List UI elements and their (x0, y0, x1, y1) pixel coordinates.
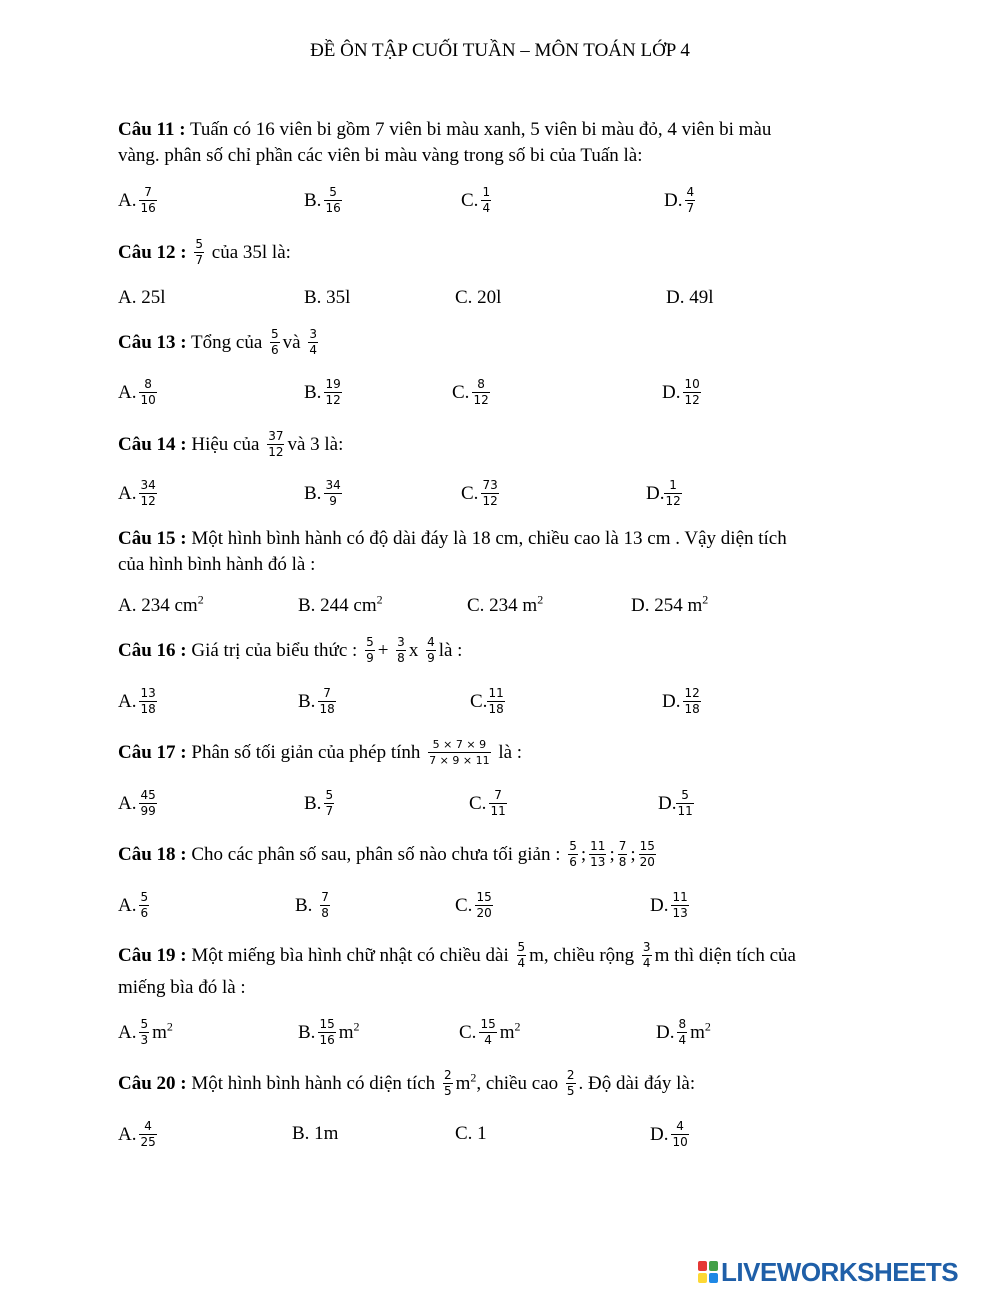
question-13: Câu 13 : Tổng của $\frac{5}{6}$ và $\frac{3}{4}$ (118, 327, 317, 357)
question-label: Câu 15 : (118, 528, 187, 549)
answer-option-c[interactable]: C. 20l (455, 287, 502, 308)
answer-option-d[interactable]: D. $\frac{5}{11}$ (658, 788, 693, 818)
question-label: Câu 16 : (118, 639, 187, 661)
question-19: Câu 19 : Một miếng bìa hình chữ nhật có chiều dài $\frac{5}{4}$ m, chiều rộng $\frac{3}{4}$ m thì diện tích của (118, 940, 796, 970)
question-12: Câu 12 : $\frac{5}{7}$ của 35l là: (118, 237, 291, 267)
answer-option-d[interactable]: D. $\frac{11}{13}$ (650, 890, 688, 920)
answer-option-b[interactable]: B. $\frac{5}{16}$ (304, 185, 341, 215)
question-14: Câu 14 : Hiệu của $\frac{37}{12}$ và 3 là: (118, 429, 344, 459)
answer-option-a[interactable]: A. $\frac{5}{6}$ (118, 890, 149, 920)
answer-option-a[interactable]: A. $\frac{5}{3}$ $m^2$ (118, 1017, 173, 1047)
answer-option-b[interactable]: B. 244 $cm^2$ (298, 592, 383, 616)
answer-option-d[interactable]: D. $\frac{8}{4}$ $m^2$ (656, 1017, 711, 1047)
question-16: Câu 16 : Giá trị của biểu thức : $\frac{5}{9}$ + $\frac{3}{8}$ x $\frac{4}{9}$ là : (118, 635, 463, 665)
answer-option-b[interactable]: B. $\frac{19}{12}$ (304, 377, 341, 407)
answer-option-b[interactable]: B. 35l (304, 287, 351, 308)
question-label: Câu 19 : (118, 944, 187, 966)
answer-option-c[interactable]: C. $\frac{15}{20}$ (455, 890, 492, 920)
question-label: Câu 18 : (118, 843, 187, 865)
question-11-line2: vàng. phân số chỉ phần các viên bi màu vàng trong số bi của Tuấn là: (118, 145, 643, 166)
answer-option-b[interactable]: B. 1m (292, 1123, 339, 1144)
answer-option-a[interactable]: A. $\frac{13}{18}$ (118, 686, 156, 716)
answer-option-c[interactable]: C. $\frac{73}{12}$ (461, 478, 498, 508)
answer-option-d[interactable]: D. $\frac{1}{12}$ (646, 478, 681, 508)
logo-tile (698, 1273, 707, 1283)
answer-option-d[interactable]: D. $\frac{4}{10}$ (650, 1119, 688, 1149)
answer-option-c[interactable]: C. 1 (455, 1123, 487, 1144)
answer-option-c[interactable]: C. $\frac{15}{4}$ $m^2$ (459, 1017, 521, 1047)
answer-option-b[interactable]: B. $\frac{7}{8}$ (295, 890, 329, 920)
answer-option-a[interactable]: A. $\frac{8}{10}$ (118, 377, 156, 407)
answer-option-a[interactable]: A. $\frac{7}{16}$ (118, 185, 156, 215)
question-label: Câu 12 : (118, 241, 187, 263)
question-label: Câu 13 : (118, 331, 187, 353)
answer-option-c[interactable]: C. 234 $m^2$ (467, 592, 544, 616)
answer-option-a[interactable]: A. $\frac{4}{25}$ (118, 1119, 156, 1149)
question-18: Câu 18 : Cho các phân số sau, phân số nào chưa tối giản : $\frac{5}{6}$ ; $\frac{11}{13}$ ; $\frac{7}{8}$ ; $\frac{15}{20}$ (118, 839, 655, 869)
answer-option-b[interactable]: B. $\frac{5}{7}$ (304, 788, 334, 818)
answer-option-c[interactable]: C. $\frac{7}{11}$ (469, 788, 506, 818)
answer-option-d[interactable]: D. $\frac{4}{7}$ (664, 185, 695, 215)
answer-option-a[interactable]: A. $\frac{34}{12}$ (118, 478, 156, 508)
answer-option-a[interactable]: A. 25l (118, 287, 166, 308)
logo-tile (709, 1261, 718, 1271)
answer-option-d[interactable]: D. $\frac{12}{18}$ (662, 686, 700, 716)
question-label: Câu 20 : (118, 1072, 187, 1094)
answer-option-b[interactable]: B. $\frac{15}{16}$ $m^2$ (298, 1017, 360, 1047)
answer-option-c[interactable]: C. $\frac{11}{18}$ (470, 686, 504, 716)
logo-text: LIVEWORKSHEETS (721, 1256, 959, 1287)
question-11: Câu 11 : Tuấn có 16 viên bi gồm 7 viên bi màu xanh, 5 viên bi màu đỏ, 4 viên bi màu (118, 119, 772, 140)
question-20: Câu 20 : Một hình bình hành có diện tích $\frac{2}{5}$ $m^2$, chiều cao $\frac{2}{5}$ . Độ dài đáy là: (118, 1068, 696, 1098)
logo-tile (698, 1261, 707, 1271)
question-label: Câu 14 : (118, 433, 187, 455)
answer-option-d[interactable]: D. 254 $m^2$ (631, 592, 709, 616)
question-label: Câu 17 : (118, 741, 187, 763)
answer-option-a[interactable]: A. $\frac{45}{99}$ (118, 788, 156, 818)
question-label: Câu 11 : (118, 119, 186, 140)
answer-option-b[interactable]: B. $\frac{7}{18}$ (298, 686, 335, 716)
question-19-line2: miếng bìa đó là : (118, 977, 246, 998)
question-15-line2: của hình bình hành đó là : (118, 554, 316, 575)
answer-option-b[interactable]: B. $\frac{34}{9}$ (304, 478, 341, 508)
logo-mark-icon (698, 1261, 718, 1283)
answer-option-c[interactable]: C. $\frac{8}{12}$ (452, 377, 489, 407)
answer-option-a[interactable]: A. 234 $cm^2$ (118, 592, 204, 616)
answer-option-c[interactable]: C. $\frac{1}{4}$ (461, 185, 491, 215)
question-17: Câu 17 : Phân số tối giản của phép tính $\frac{5 \times 7 \times 9}{7 \times 9 \times 11}$ là : (118, 738, 523, 767)
question-15: Câu 15 : Một hình bình hành có độ dài đáy là 18 cm, chiều cao là 13 cm . Vậy diện tích (118, 528, 787, 549)
answer-option-d[interactable]: D. $\frac{10}{12}$ (662, 377, 700, 407)
answer-option-d[interactable]: D. 49l (666, 287, 714, 308)
logo-tile (709, 1273, 718, 1283)
page-title: ĐỀ ÔN TẬP CUỐI TUẦN – MÔN TOÁN LỚP 4 (310, 40, 690, 61)
liveworksheets-logo[interactable] (698, 1254, 958, 1290)
